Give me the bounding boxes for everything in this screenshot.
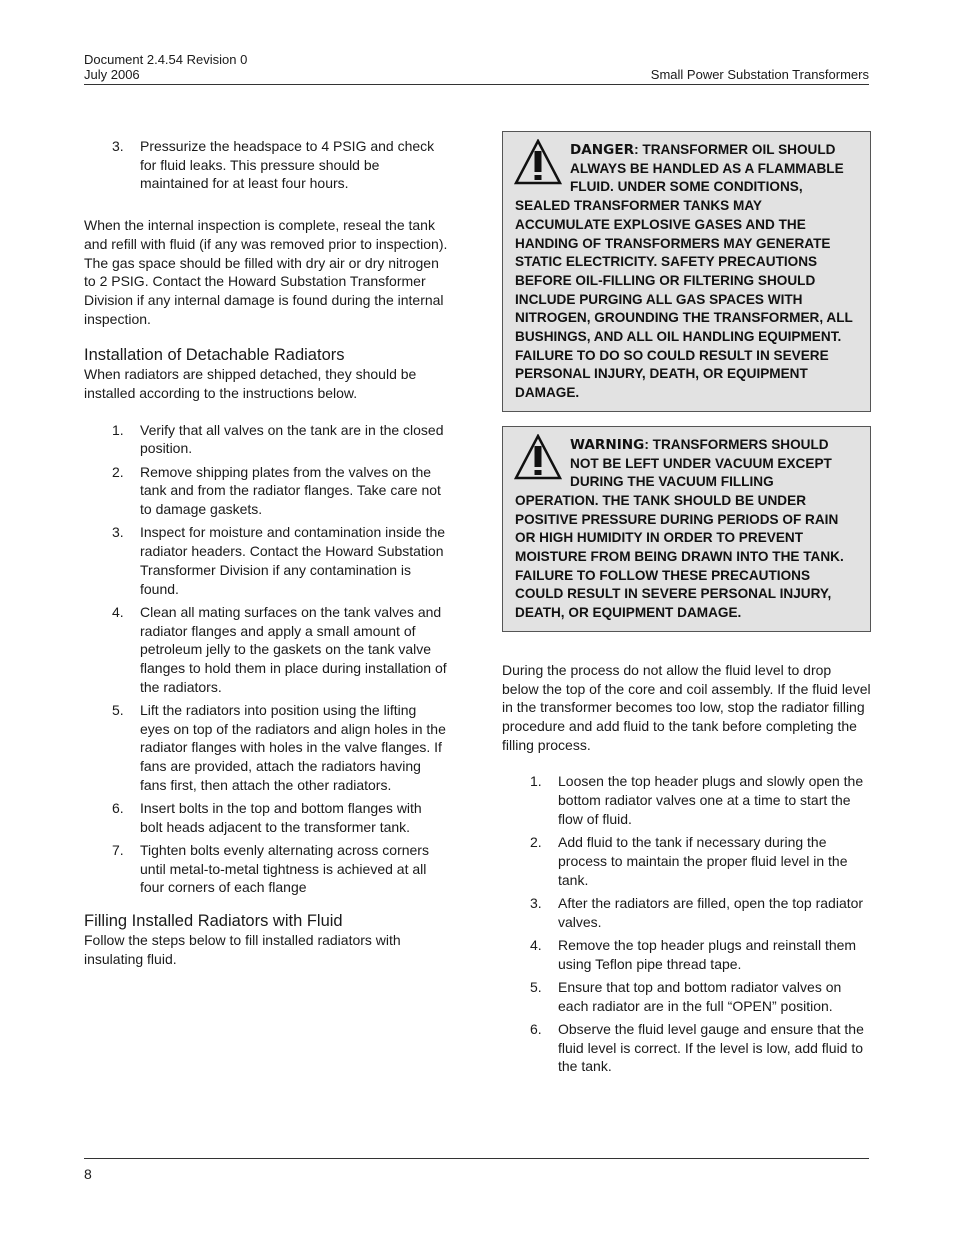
list-item [84, 603, 448, 697]
step-number: 1. [530, 773, 542, 790]
document-number: Document 2.4.54 Revision 0 [84, 52, 248, 67]
warning-notice [502, 426, 871, 632]
step-text: Insert bolts in the top and bottom flanges with bolt heads adjacent to the transformer tank. [140, 800, 422, 835]
header-left [84, 52, 247, 82]
step-text: Clean all mating surfaces on the tank valves and radiator flanges and apply a small amount of petroleum jelly to the gaskets on the tank valve flanges to hold them in place during installation of the radiators. [140, 603, 447, 695]
list-item [502, 833, 871, 889]
danger-notice [502, 131, 871, 412]
step-number: 3. [112, 138, 124, 154]
page-number: 8 [84, 1166, 92, 1182]
fluid-level-paragraph: During the process do not allow the fluid level to drop below the top of the core and coil assembly. If the fluid level in the transformer becomes too low, stop the radiator filling procedure and add fluid to the tank before completing the filling process. [502, 661, 871, 753]
list-item [84, 137, 448, 193]
reseal-paragraph: When the internal inspection is complete, reseal the tank and refill with fluid (if any was removed prior to inspection). The gas space should be filled with dry air or dry nitrogen to 2 PSIG. Contact the Howard Substation Transformer Division if any internal damage is found during the internal inspection. [84, 217, 448, 327]
step-number: 4. [530, 936, 542, 953]
list-item [502, 772, 871, 828]
section-intro: When radiators are shipped detached, they should be installed according to the instructions below. [84, 366, 417, 402]
step-number: 5. [112, 701, 124, 718]
danger-keyword: DANGER [570, 142, 635, 158]
section-heading-filling-radiators: Filling Installed Radiators with Fluid [84, 912, 343, 931]
step-text: Lift the radiators into position using the lifting eyes on top of the radiators and align holes in the radiator flanges with holes in the valve flanges. If fans are provided, attach the radiators having fans first, then attach the other radiators. [140, 701, 446, 793]
left-column [84, 137, 448, 969]
step-number: 5. [530, 978, 542, 995]
step-number: 6. [530, 1020, 542, 1037]
document-title: Small Power Substation Transformers [650, 67, 869, 82]
step-number: 2. [112, 463, 124, 480]
warning-triangle-icon [514, 434, 562, 480]
list-item [502, 936, 871, 973]
list-item [84, 841, 448, 897]
step-number: 3. [112, 524, 124, 541]
step-text: Remove the top header plugs and reinstall them using Teflon pipe thread tape. [558, 936, 857, 972]
list-item [84, 463, 448, 519]
list-item [84, 799, 448, 836]
list-item [502, 978, 871, 1015]
step-text: Add fluid to the tank if necessary during the process to maintain the proper fluid level in the tank. [558, 834, 848, 888]
warning-triangle-icon [514, 139, 562, 185]
step-text: Ensure that top and bottom radiator valves on each radiator are in the full “OPEN” position. [558, 978, 842, 1014]
step-number: 2. [530, 834, 542, 851]
list-item [84, 523, 448, 598]
warning-text: : TRANSFORMERS SHOULD NOT BE LEFT UNDER VACUUM EXCEPT DURING THE VACUUM FILLING OPERATION. THE TANK SHOULD BE UNDER POSITIVE PRESSURE DURING PERIODS OF RAIN OR HIGH HUMIDITY IN ORDER TO PREVENT MOISTURE FROM BEING DRAWN INTO THE TANK. FAILURE TO FOLLOW THESE PRECAUTIONS COULD RESULT IN SEVERE PERSONAL INJURY, DEATH, OR EQUIPMENT DAMAGE. [515, 436, 844, 621]
list-item [502, 894, 871, 931]
step-number: 7. [112, 842, 124, 859]
document-date: July 2006 [84, 67, 140, 82]
fill-steps [502, 772, 871, 1076]
step-text: Verify that all valves on the tank are in the closed position. [140, 421, 444, 457]
section-intro: Follow the steps below to fill installed radiators with insulating fluid. [84, 932, 401, 967]
step-number: 4. [112, 603, 124, 620]
page-header [84, 52, 869, 85]
danger-text: : TRANSFORMER OIL SHOULD ALWAYS BE HANDLED AS A FLAMMABLE FLUID. UNDER SOME CONDITIONS, SEALED TRANSFORMER TANKS MAY ACCUMULATE EXPLOSIVE GASES AND THE HANDING OF TRANSFORMERS MAY GENERATE STATIC ELECTRICITY. SAFETY PRECAUTIONS BEFORE OIL-FILLING OR FILTERING SHOULD INCLUDE PURGING ALL GAS SPACES WITH NITROGEN, GROUNDING THE TRANSFORMER, ALL BUSHINGS, AND ALL OIL HANDLING EQUIPMENT. FAILURE TO DO SO COULD RESULT IN SEVERE PERSONAL INJURY, DEATH, OR EQUIPMENT DAMAGE. [515, 142, 853, 401]
step-text: Remove shipping plates from the valves on the tank and from the radiator flanges. Take care not to damage gaskets. [140, 463, 441, 518]
warning-keyword: WARNING [570, 436, 645, 453]
page-footer [84, 1158, 869, 1182]
section-heading-detachable-radiators: Installation of Detachable Radiators [84, 346, 345, 365]
step-number: 1. [112, 421, 124, 438]
radiator-install-steps [84, 421, 448, 897]
list-item [84, 421, 448, 458]
pressurize-step-list [84, 137, 448, 193]
step-number: 6. [112, 800, 124, 817]
step-number: 3. [530, 894, 542, 911]
step-text: Loosen the top header plugs and slowly open the bottom radiator valves one at a time to start the flow of fluid. [558, 773, 864, 827]
list-item [84, 701, 448, 795]
step-text: After the radiators are filled, open the top radiator valves. [558, 894, 864, 930]
list-item [502, 1020, 871, 1076]
right-column [502, 131, 871, 1081]
step-text: Inspect for moisture and contamination inside the radiator headers. Contact the Howard Substation Transformer Division if any contamination is found. [140, 524, 446, 597]
step-text: Tighten bolts evenly alternating across corners until metal-to-metal tightness is achieved at all four corners of each flange [140, 842, 429, 896]
step-text: Pressurize the headspace to 4 PSIG and check for fluid leaks. This pressure should be maintained for at least four hours. [140, 138, 435, 192]
step-text: Observe the fluid level gauge and ensure that the fluid level is correct. If the level is low, add fluid to the tank. [558, 1020, 864, 1075]
